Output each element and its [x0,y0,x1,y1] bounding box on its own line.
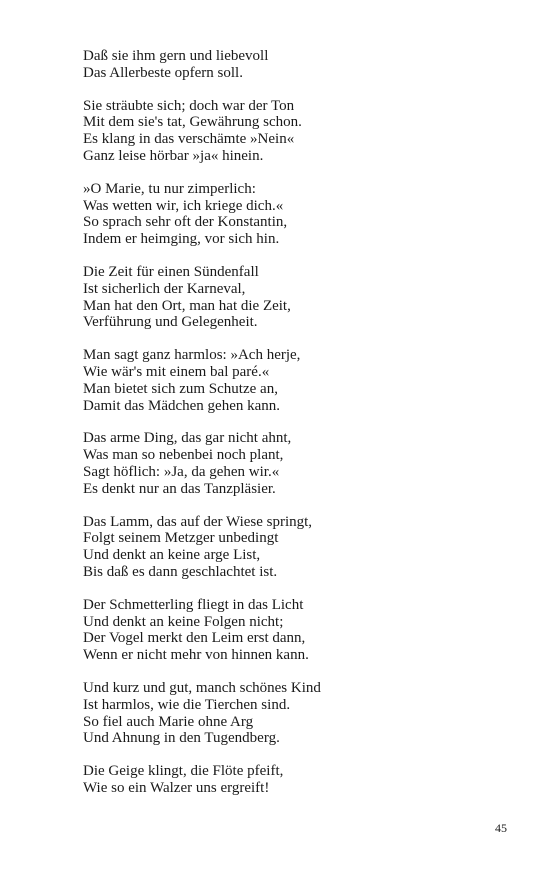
poem-line: Die Zeit für einen Sündenfall [83,263,259,280]
stanza-9 [83,680,503,747]
stanza-3 [83,181,503,248]
poem-line: Die Geige klingt, die Flöte pfeift, [83,763,284,780]
poem-line: Der Schmetterling fliegt in das Licht [83,596,304,613]
poem-line: Sie sträubte sich; doch war der Ton [83,97,295,114]
poem-line: So fiel auch Marie ohne Arg [83,713,254,730]
poem-line: Das Lamm, das auf der Wiese springt, [83,513,313,530]
poem-line: Und denkt an keine Folgen nicht; [83,613,284,630]
stanza-5 [83,347,503,414]
poem-line: Daß sie ihm gern und liebevoll [83,48,269,64]
stanza-2 [83,98,503,165]
poem-line: Es klang in das verschämte »Nein« [83,131,295,148]
poem-line: Wie wär's mit einem bal paré.« [83,363,270,380]
poem-line: Bis daß es dann geschlachtet ist. [83,563,278,580]
poem-line: Und kurz und gut, manch schönes Kind [83,679,321,696]
poem-line: Und Ahnung in den Tugendberg. [83,730,280,747]
poem-line: Wie so ein Walzer uns ergreift! [83,779,270,796]
poem-line: Es denkt nur an das Tanzpläsier. [83,480,276,497]
poem-line: Was man so nebenbei noch plant, [83,447,284,464]
poem-line: Und denkt an keine arge List, [83,547,261,564]
poem-line: »O Marie, tu nur zimperlich: [83,180,256,197]
stanza-4 [83,264,503,331]
stanza-7 [83,514,503,581]
stanza-6 [83,430,503,497]
poem-text [83,48,503,813]
stanza-10 [83,763,503,797]
poem-line: Indem er heimging, vor sich hin. [83,231,280,248]
poem-line: Man hat den Ort, man hat die Zeit, [83,297,291,314]
stanza-1 [83,48,503,82]
poem-line: Sagt höflich: »Ja, da gehen wir.« [83,463,280,480]
poem-line: Man bietet sich zum Schutze an, [83,380,278,397]
poem-line: Folgt seinem Metzger unbedingt [83,530,279,547]
poem-line: Ist sicherlich der Karneval, [83,280,246,297]
poem-line: Wenn er nicht mehr von hinnen kann. [83,647,309,664]
poem-line: Das arme Ding, das gar nicht ahnt, [83,430,292,447]
poem-line: Was wetten wir, ich kriege dich.« [83,197,284,214]
poem-line: So sprach sehr oft der Konstantin, [83,214,288,231]
poem-line: Damit das Mädchen gehen kann. [83,397,281,414]
poem-line: Der Vogel merkt den Leim erst dann, [83,630,306,647]
poem-line: Mit dem sie's tat, Gewährung schon. [83,114,302,131]
poem-line: Verführung und Gelegenheit. [83,314,258,331]
poem-line: Man sagt ganz harmlos: »Ach herje, [83,347,301,364]
stanza-8 [83,597,503,664]
page-number: 45 [495,821,507,835]
poem-line: Ist harmlos, wie die Tierchen sind. [83,696,291,713]
poem-line: Das Allerbeste opfern soll. [83,64,243,81]
poem-line: Ganz leise hörbar »ja« hinein. [83,147,264,164]
